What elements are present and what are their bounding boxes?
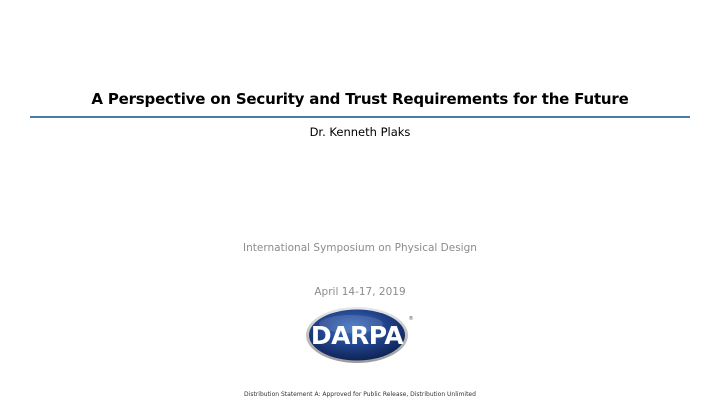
darpa-logo-icon bbox=[305, 306, 415, 364]
logo-registered-mark: ® bbox=[408, 316, 414, 322]
event-date: April 14-17, 2019 bbox=[314, 286, 406, 298]
darpa-logo-graphic bbox=[305, 306, 415, 364]
title-divider bbox=[30, 116, 690, 118]
event-name: International Symposium on Physical Design bbox=[243, 242, 477, 254]
slide-title: A Perspective on Security and Trust Requirements for the Future bbox=[91, 90, 629, 108]
logo-text: DARPA bbox=[310, 321, 404, 350]
distribution-statement: Distribution Statement A: Approved for Public Release, Distribution Unlimited bbox=[244, 391, 476, 398]
presenter-name: Dr. Kenneth Plaks bbox=[309, 125, 411, 139]
